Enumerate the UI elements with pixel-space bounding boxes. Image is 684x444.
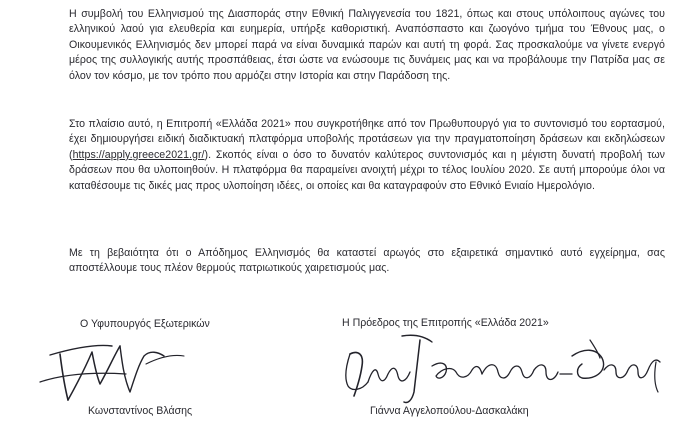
right-signatory-title: Η Πρόεδρος της Επιτροπής «Ελλάδα 2021» xyxy=(342,317,549,329)
paragraph-platform xyxy=(69,117,665,194)
paragraph-diaspora-contribution: Η συμβολή του Ελληνισμού της Διασποράς στην Εθνική Παλιγγενεσία του 1821, όπως και στους υπόλοιπους αγώνες του ελληνικού λαού για ελευθερία και ευημερία, υπήρξε καθοριστική. Αναπόσπαστο και ζωογόνο τμήμα του Έθνους μας, ο Οικουμενικός Ελληνισμός δεν μπορεί παρά να είναι δυναμικά παρών και αυτή τη φορά. Σας προσκαλούμε να γίνετε ενεργό μέρος της συλλογικής αυτής προσπάθειας, έτσι ώστε να ενώσουμε τις δυνάμεις μας και να προβάλουμε την Πατρίδα μας σε όλον τον κόσμο, με τον τρόπο που αρμόζει στην Ιστορία και στην Παράδοση της. xyxy=(69,8,665,82)
right-handwritten-signature xyxy=(320,322,670,412)
paragraph-platform-text-end: ). Σκοπός είναι ο όσο το δυνατόν καλύτερος συντονισμός και η μέγιστη δυνατή προβολή των δράσεων που θα υλοποιηθούν. Η πλατφόρμα θα παραμείνει ανοιχτή μέχρι το τέλος Ιουλίου 2020. Σε αυτή μπορούμε όλοι να καταθέσουμε τις δικές μας προς υλοποίηση ιδέες, οι οποίες και θα καταγραφούν στο Εθνικό Ενιαίο Ημερολόγιο. xyxy=(69,148,665,192)
platform-link[interactable]: https://apply.greece2021.gr/ xyxy=(72,148,205,161)
left-signatory-name: Κωνσταντίνος Βλάσης xyxy=(88,405,193,417)
right-signatory-name: Γιάννα Αγγελοπούλου-Δασκαλάκη xyxy=(370,405,529,417)
left-handwritten-signature xyxy=(34,322,234,412)
paragraph-platform-text-start: Στο πλαίσιο αυτό, η Επιτροπή «Ελλάδα 2021» που συγκροτήθηκε από τον Πρωθυπουργό για το συντονισμό του εορτασμού, έχει δημιουργήσει ειδική διαδικτυακή πλατφόρμα υποβολής προτάσεων για την πραγματοποίηση δράσεων και εκδηλώσεων ( xyxy=(69,118,665,161)
paragraph-closing-greetings: Με τη βεβαιότητα ότι ο Απόδημος Ελληνισμός θα καταστεί αρωγός στο εξαιρετικά σημαντικό αυτό εγχείρημα, σας αποστέλλουμε τους πλέον θερμούς πατριωτικούς χαιρετισμούς μας. xyxy=(69,247,665,275)
left-signatory-title: Ο Υφυπουργός Εξωτερικών xyxy=(80,318,210,330)
